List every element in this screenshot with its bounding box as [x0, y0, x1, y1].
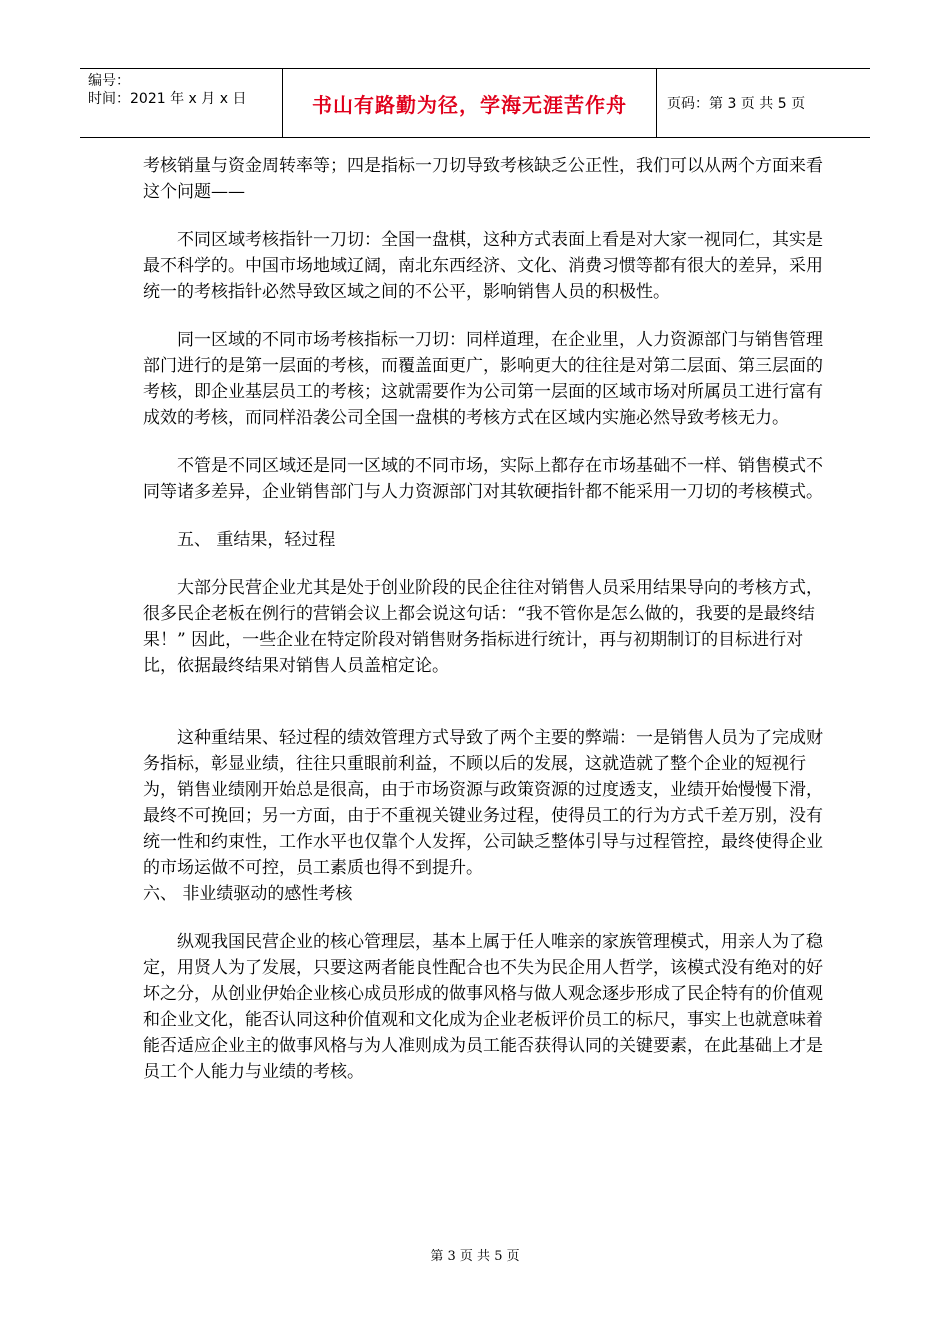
header-motto: 书山有路勤为径，学海无涯苦作舟	[283, 69, 657, 137]
paragraph: 不同区域考核指针一刀切：全国一盘棋，这种方式表面上看是对大家一视同仁，其实是最不科学的。中国市场地域辽阔，南北东西经济、文化、消费习惯等都有很大的差异，采用统一的考核指针必然导致区域之间的不公平，影响销售人员的积极性。	[143, 230, 823, 302]
paragraph: 不管是不同区域还是同一区域的不同市场，实际上都存在市场基础不一样、销售模式不同等诸多差异，企业销售部门与人力资源部门对其软硬指针都不能采用一刀切的考核模式。	[143, 456, 823, 502]
page-header	[80, 68, 870, 138]
page-footer: 第 3 页 共 5 页	[430, 1249, 520, 1264]
paragraph: 同一区域的不同市场考核指标一刀切：同样道理，在企业里，人力资源部门与销售管理部门进行的是第一层面的考核，而覆盖面更广，影响更大的往往是对第二层面、第三层面的考核，即企业基层员工的考核；这就需要作为公司第一层面的区域市场对所属员工进行富有成效的考核，而同样沿袭公司全国一盘棋的考核方式在区域内实施必然导致考核无力。	[143, 330, 823, 428]
paragraph: 纵观我国民营企业的核心管理层，基本上属于任人唯亲的家族管理模式，用亲人为了稳定，用贤人为了发展，只要这两者能良性配合也不失为民企用人哲学，该模式没有绝对的好坏之分，从创业伊始企业核心成员形成的做事风格与做人观念逐步形成了民企特有的价值观和企业文化，能否认同这种价值观和文化成为企业老板评价员工的标尺，事实上也就意味着能否适应企业主的做事风格与为人准则成为员工能否获得认同的关键要素，在此基础上才是员工个人能力与业绩的考核。	[143, 932, 823, 1082]
section-heading: 五、 重结果，轻过程	[177, 530, 336, 550]
header-meta	[80, 69, 283, 137]
document-body	[143, 153, 823, 1085]
paragraph: 大部分民营企业尤其是处于创业阶段的民企往往对销售人员采用结果导向的考核方式，很多民企老板在例行的营销会议上都会说这句话：“我不管你是怎么做的，我要的是最终结果！” 因此，一些企业在特定阶段对销售财务指标进行统计，再与初期制订的目标进行对比，依据最终结果对销售人员盖棺定论。	[143, 578, 823, 676]
document-date-label: 时间：2021 年 x 月 x 日	[88, 91, 247, 107]
document-number-label: 编号：	[88, 73, 130, 89]
paragraph: 这种重结果、轻过程的绩效管理方式导致了两个主要的弊端：一是销售人员为了完成财务指标，彰显业绩，往往只重眼前利益，不顾以后的发展，这就造就了整个企业的短视行为，销售业绩刚开始总是很高，由于市场资源与政策资源的过度透支，业绩开始慢慢下滑，最终不可挽回；另一方面，由于不重视关键业务过程，使得员工的行为方式千差万别，没有统一性和约束性，工作水平也仅靠个人发挥，公司缺乏整体引导与过程管控，最终使得企业的市场运做不可控，员工素质也得不到提升。	[143, 728, 823, 878]
paragraph: 考核销量与资金周转率等；四是指标一刀切导致考核缺乏公正性，我们可以从两个方面来看这个问题——	[143, 156, 823, 202]
section-heading: 六、 非业绩驱动的感性考核	[143, 884, 353, 904]
header-page-number: 页码：第 3 页 共 5 页	[667, 96, 806, 112]
